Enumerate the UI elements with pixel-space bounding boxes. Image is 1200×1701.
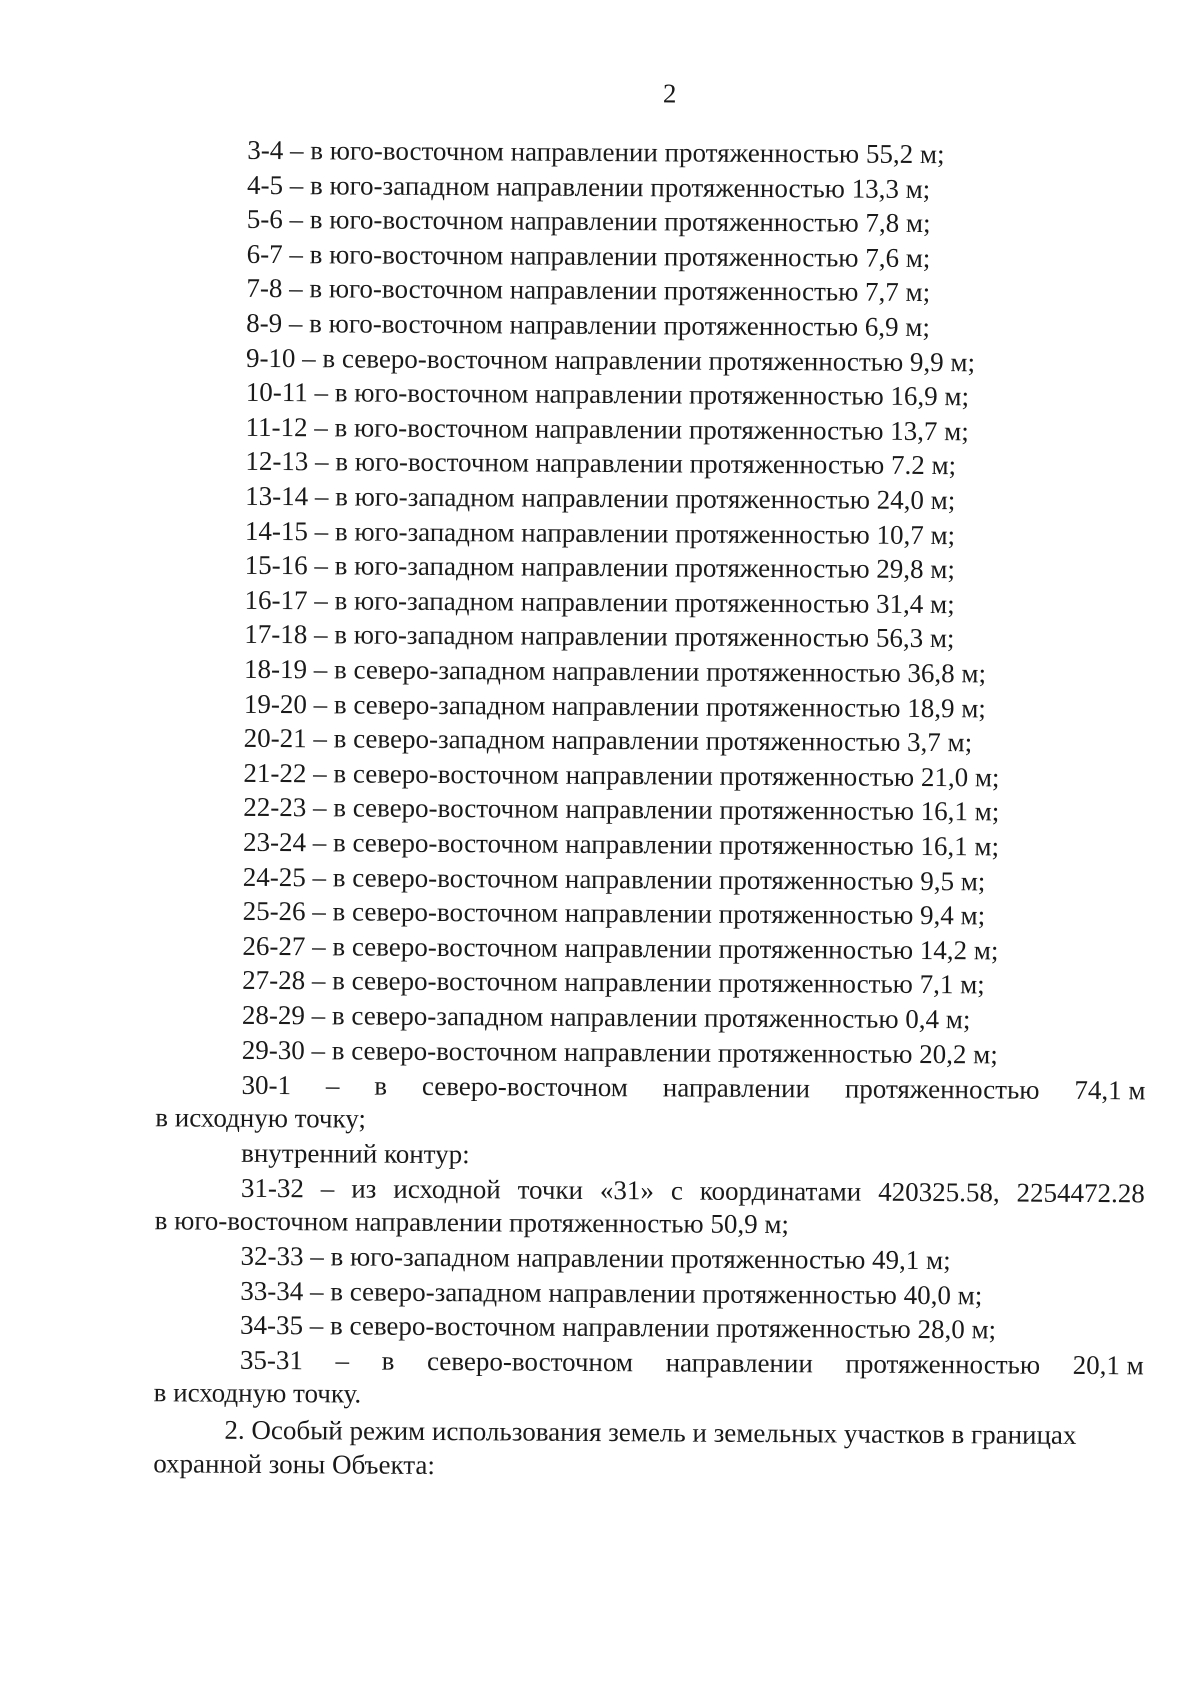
segment-31-32-word: – [320, 1173, 335, 1204]
segment-line-8-9: 8-9 – в юго-восточном направлении протяженностью 6,9 м; [246, 307, 931, 343]
segment-31-32-word: с [670, 1175, 683, 1206]
segment-31-32-word: точки [517, 1174, 584, 1205]
segment-line-33-34: 33-34 – в северо-западном направлении протяженностью 40,0 м; [240, 1275, 983, 1310]
segment-30-1-word: 30-1 [241, 1069, 292, 1101]
segment-31-32-word: координатами [699, 1175, 862, 1207]
segment-line-11-12: 11-12 – в юго-восточном направлении протяженностью 13,7 м; [245, 411, 969, 447]
segment-35-31-word: 35-31 [239, 1344, 303, 1376]
segment-31-32-word: исходной [393, 1173, 501, 1205]
segment-35-31-word: северо-восточном [426, 1345, 634, 1378]
segment-35-31-word: в [381, 1345, 395, 1376]
segment-line-12-13: 12-13 – в юго-восточном направлении протяженностью 7.2 м; [245, 446, 957, 481]
segment-line-31-32 [241, 1172, 1145, 1210]
segment-line-14-15: 14-15 – в юго-западном направлении протяженностью 10,7 м; [244, 515, 956, 550]
paragraph-2-line-2: охранной зоны Объекта: [153, 1448, 435, 1481]
segment-line-16-17: 16-17 – в юго-западном направлении протяженностью 31,4 м; [244, 584, 955, 619]
segment-line-15-16: 15-16 – в юго-западном направлении протяженностью 29,8 м; [244, 550, 955, 585]
segment-line-25-26: 25-26 – в северо-восточном направлении протяженностью 9,4 м; [242, 896, 986, 931]
segment-line-26-27: 26-27 – в северо-восточном направлении протяженностью 14,2 м; [242, 930, 999, 966]
segment-35-31-continuation: в исходную точку. [153, 1377, 362, 1409]
segment-30-1-word: 74,1 м [1074, 1074, 1146, 1106]
segment-line-35-31 [240, 1344, 1144, 1382]
segment-35-31-word: направлении [665, 1347, 813, 1379]
segment-31-32-word: «31» [599, 1175, 655, 1206]
segment-line-21-22: 21-22 – в северо-восточном направлении протяженностью 21,0 м; [243, 757, 1000, 793]
segment-line-34-35: 34-35 – в северо-восточном направлении протяженностью 28,0 м; [240, 1309, 997, 1345]
segment-line-32-33: 32-33 – в юго-западном направлении протяженностью 49,1 м; [240, 1240, 951, 1276]
segment-line-4-5: 4-5 – в юго-западном направлении протяженностью 13,3 м; [246, 169, 931, 204]
segment-31-32-word: 31-32 [240, 1172, 305, 1204]
segment-31-32-continuation: в юго-восточном направлении протяженностью 50,9 м; [154, 1205, 790, 1240]
segment-30-1-word: северо-восточном [421, 1070, 629, 1103]
segment-line-30-1 [241, 1069, 1145, 1107]
segment-line-17-18: 17-18 – в юго-западном направлении протяженностью 56,3 м; [244, 619, 955, 654]
segment-line-27-28: 27-28 – в северо-восточном направлении протяженностью 7,1 м; [242, 965, 985, 1000]
segment-30-1-word: в [374, 1070, 388, 1101]
segment-31-32-word: 420325.58, [878, 1176, 1000, 1208]
segment-line-10-11: 10-11 – в юго-восточном направлении протяженностью 16,9 м; [245, 377, 970, 412]
segment-line-20-21: 20-21 – в северо-западном направлении протяженностью 3,7 м; [243, 723, 973, 758]
segment-line-9-10: 9-10 – в северо-восточном направлении протяженностью 9,9 м; [245, 342, 976, 377]
segment-line-28-29: 28-29 – в северо-западном направлении протяженностью 0,4 м; [241, 999, 971, 1035]
segment-line-24-25: 24-25 – в северо-восточном направлении протяженностью 9,5 м; [242, 861, 986, 896]
page-number: 2 [662, 78, 677, 109]
segment-line-3-4: 3-4 – в юго-восточном направлении протяженностью 55,2 м; [247, 134, 945, 170]
segment-line-22-23: 22-23 – в северо-восточном направлении протяженностью 16,1 м; [243, 792, 1000, 827]
segment-line-19-20: 19-20 – в северо-западном направлении протяженностью 18,9 м; [243, 688, 986, 723]
segment-line-18-19: 18-19 – в северо-западном направлении протяженностью 36,8 м; [244, 653, 987, 689]
segment-line-13-14: 13-14 – в юго-западном направлении протяженностью 24,0 м; [245, 480, 956, 516]
segment-line-7-8: 7-8 – в юго-восточном направлении протяженностью 7,7 м; [246, 273, 931, 308]
segment-35-31-word: 20,1 м [1072, 1349, 1144, 1381]
segment-30-1-word: направлении [662, 1072, 811, 1104]
segment-line-29-30: 29-30 – в северо-восточном направлении протяженностью 20,2 м; [241, 1034, 998, 1070]
segment-30-1-continuation: в исходную точку; [155, 1102, 367, 1134]
segment-35-31-word: протяженностью [845, 1348, 1041, 1380]
segment-30-1-word: – [325, 1070, 340, 1101]
segment-31-32-word: 2254472.28 [1016, 1177, 1145, 1209]
segment-31-32-word: из [351, 1173, 377, 1204]
segment-line-5-6: 5-6 – в юго-восточном направлении протяженностью 7,8 м; [246, 204, 931, 239]
segment-35-31-word: – [335, 1345, 350, 1376]
segment-line-23-24: 23-24 – в северо-восточном направлении протяженностью 16,1 м; [242, 826, 1000, 862]
segment-line-6-7: 6-7 – в юго-восточном направлении протяженностью 7,6 м; [246, 238, 931, 273]
inner-contour-heading: внутренний контур: [241, 1137, 470, 1170]
paragraph-2-line-1: 2. Особый режим использования земель и земельных участков в границах [224, 1414, 1077, 1450]
segment-30-1-word: протяженностью [844, 1073, 1040, 1105]
